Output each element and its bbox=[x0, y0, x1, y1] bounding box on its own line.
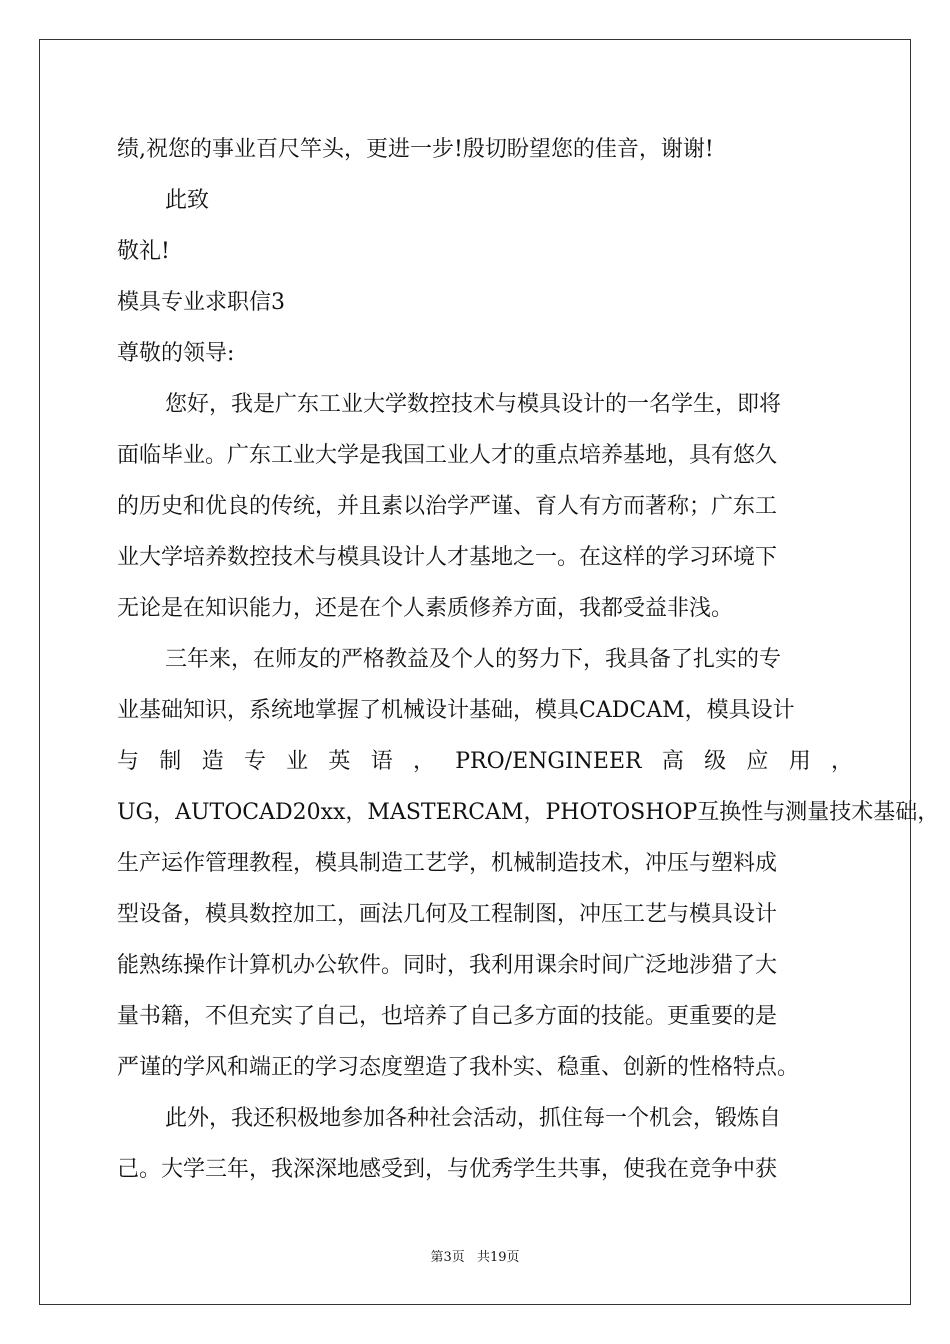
text-line: 业基础知识，系统地掌握了机械设计基础，模具CADCAM，模具设计 bbox=[117, 698, 795, 723]
text-line: 您好，我是广东工业大学数控技术与模具设计的一名学生，即将 bbox=[165, 392, 782, 417]
text-line: 严谨的学风和端正的学习态度塑造了我朴实、稳重、创新的性格特点。 bbox=[117, 1055, 800, 1080]
text-line: UG，AUTOCAD20xx，MASTERCAM，PHOTOSHOP互换性与测量技术基础， bbox=[117, 800, 940, 825]
text-line: 能熟练操作计算机办公软件。同时，我利用课余时间广泛地涉猎了大 bbox=[117, 953, 778, 978]
text-line: 无论是在知识能力，还是在个人素质修养方面，我都受益非浅。 bbox=[117, 596, 734, 621]
text-token: 业 bbox=[286, 749, 309, 774]
text-line: 面临毕业。广东工业大学是我国工业人才的重点培养基地，具有悠久 bbox=[117, 443, 778, 468]
paragraph-block bbox=[117, 124, 853, 736]
text-token: 造 bbox=[201, 749, 224, 774]
page-footer bbox=[0, 1246, 950, 1265]
text-token: 用 bbox=[788, 749, 811, 774]
text-token: 英 bbox=[328, 749, 351, 774]
text-token: 应 bbox=[746, 749, 769, 774]
text-token: 级 bbox=[704, 749, 727, 774]
page-number: 第3页 bbox=[430, 1250, 465, 1265]
text-token: ， bbox=[412, 749, 435, 774]
justified-text-line bbox=[117, 736, 853, 787]
text-token: ， bbox=[830, 749, 853, 774]
text-line: 此致 bbox=[165, 188, 210, 213]
text-line: 生产运作管理教程，模具制造工艺学，机械制造技术，冲压与塑料成 bbox=[117, 851, 778, 876]
text-line: 型设备，模具数控加工，画法几何及工程制图，冲压工艺与模具设计 bbox=[117, 902, 778, 927]
text-line: 己。大学三年，我深深地感受到，与优秀学生共事，使我在竞争中获 bbox=[117, 1157, 778, 1182]
document-body bbox=[117, 124, 940, 1195]
text-line: 绩,祝您的事业百尺竿头，更进一步!殷切盼望您的佳音，谢谢! bbox=[117, 137, 714, 162]
text-token: 专 bbox=[243, 749, 266, 774]
text-line: 的历史和优良的传统，并且素以治学严谨、育人有方而著称；广东工 bbox=[117, 494, 778, 519]
text-line: 尊敬的领导: bbox=[117, 341, 235, 366]
page-total: 共19页 bbox=[476, 1250, 520, 1265]
text-token: 高 bbox=[661, 749, 684, 774]
text-token: 与 bbox=[117, 749, 140, 774]
paragraph-block bbox=[117, 787, 940, 1195]
text-line: 此外，我还积极地参加各种社会活动，抓住每一个机会，锻炼自 bbox=[165, 1106, 782, 1131]
text-token: 语 bbox=[370, 749, 393, 774]
text-line: 量书籍，不但充实了自己，也培养了自己多方面的技能。更重要的是 bbox=[117, 1004, 778, 1029]
text-line: 三年来，在师友的严格教益及个人的努力下，我具备了扎实的专 bbox=[165, 647, 782, 672]
text-line: 模具专业求职信3 bbox=[117, 290, 285, 315]
text-token: 制 bbox=[159, 749, 182, 774]
text-line: 敬礼! bbox=[117, 239, 170, 264]
text-token: PRO/ENGINEER bbox=[455, 749, 642, 774]
text-line: 业大学培养数控技术与模具设计人才基地之一。在这样的学习环境下 bbox=[117, 545, 778, 570]
